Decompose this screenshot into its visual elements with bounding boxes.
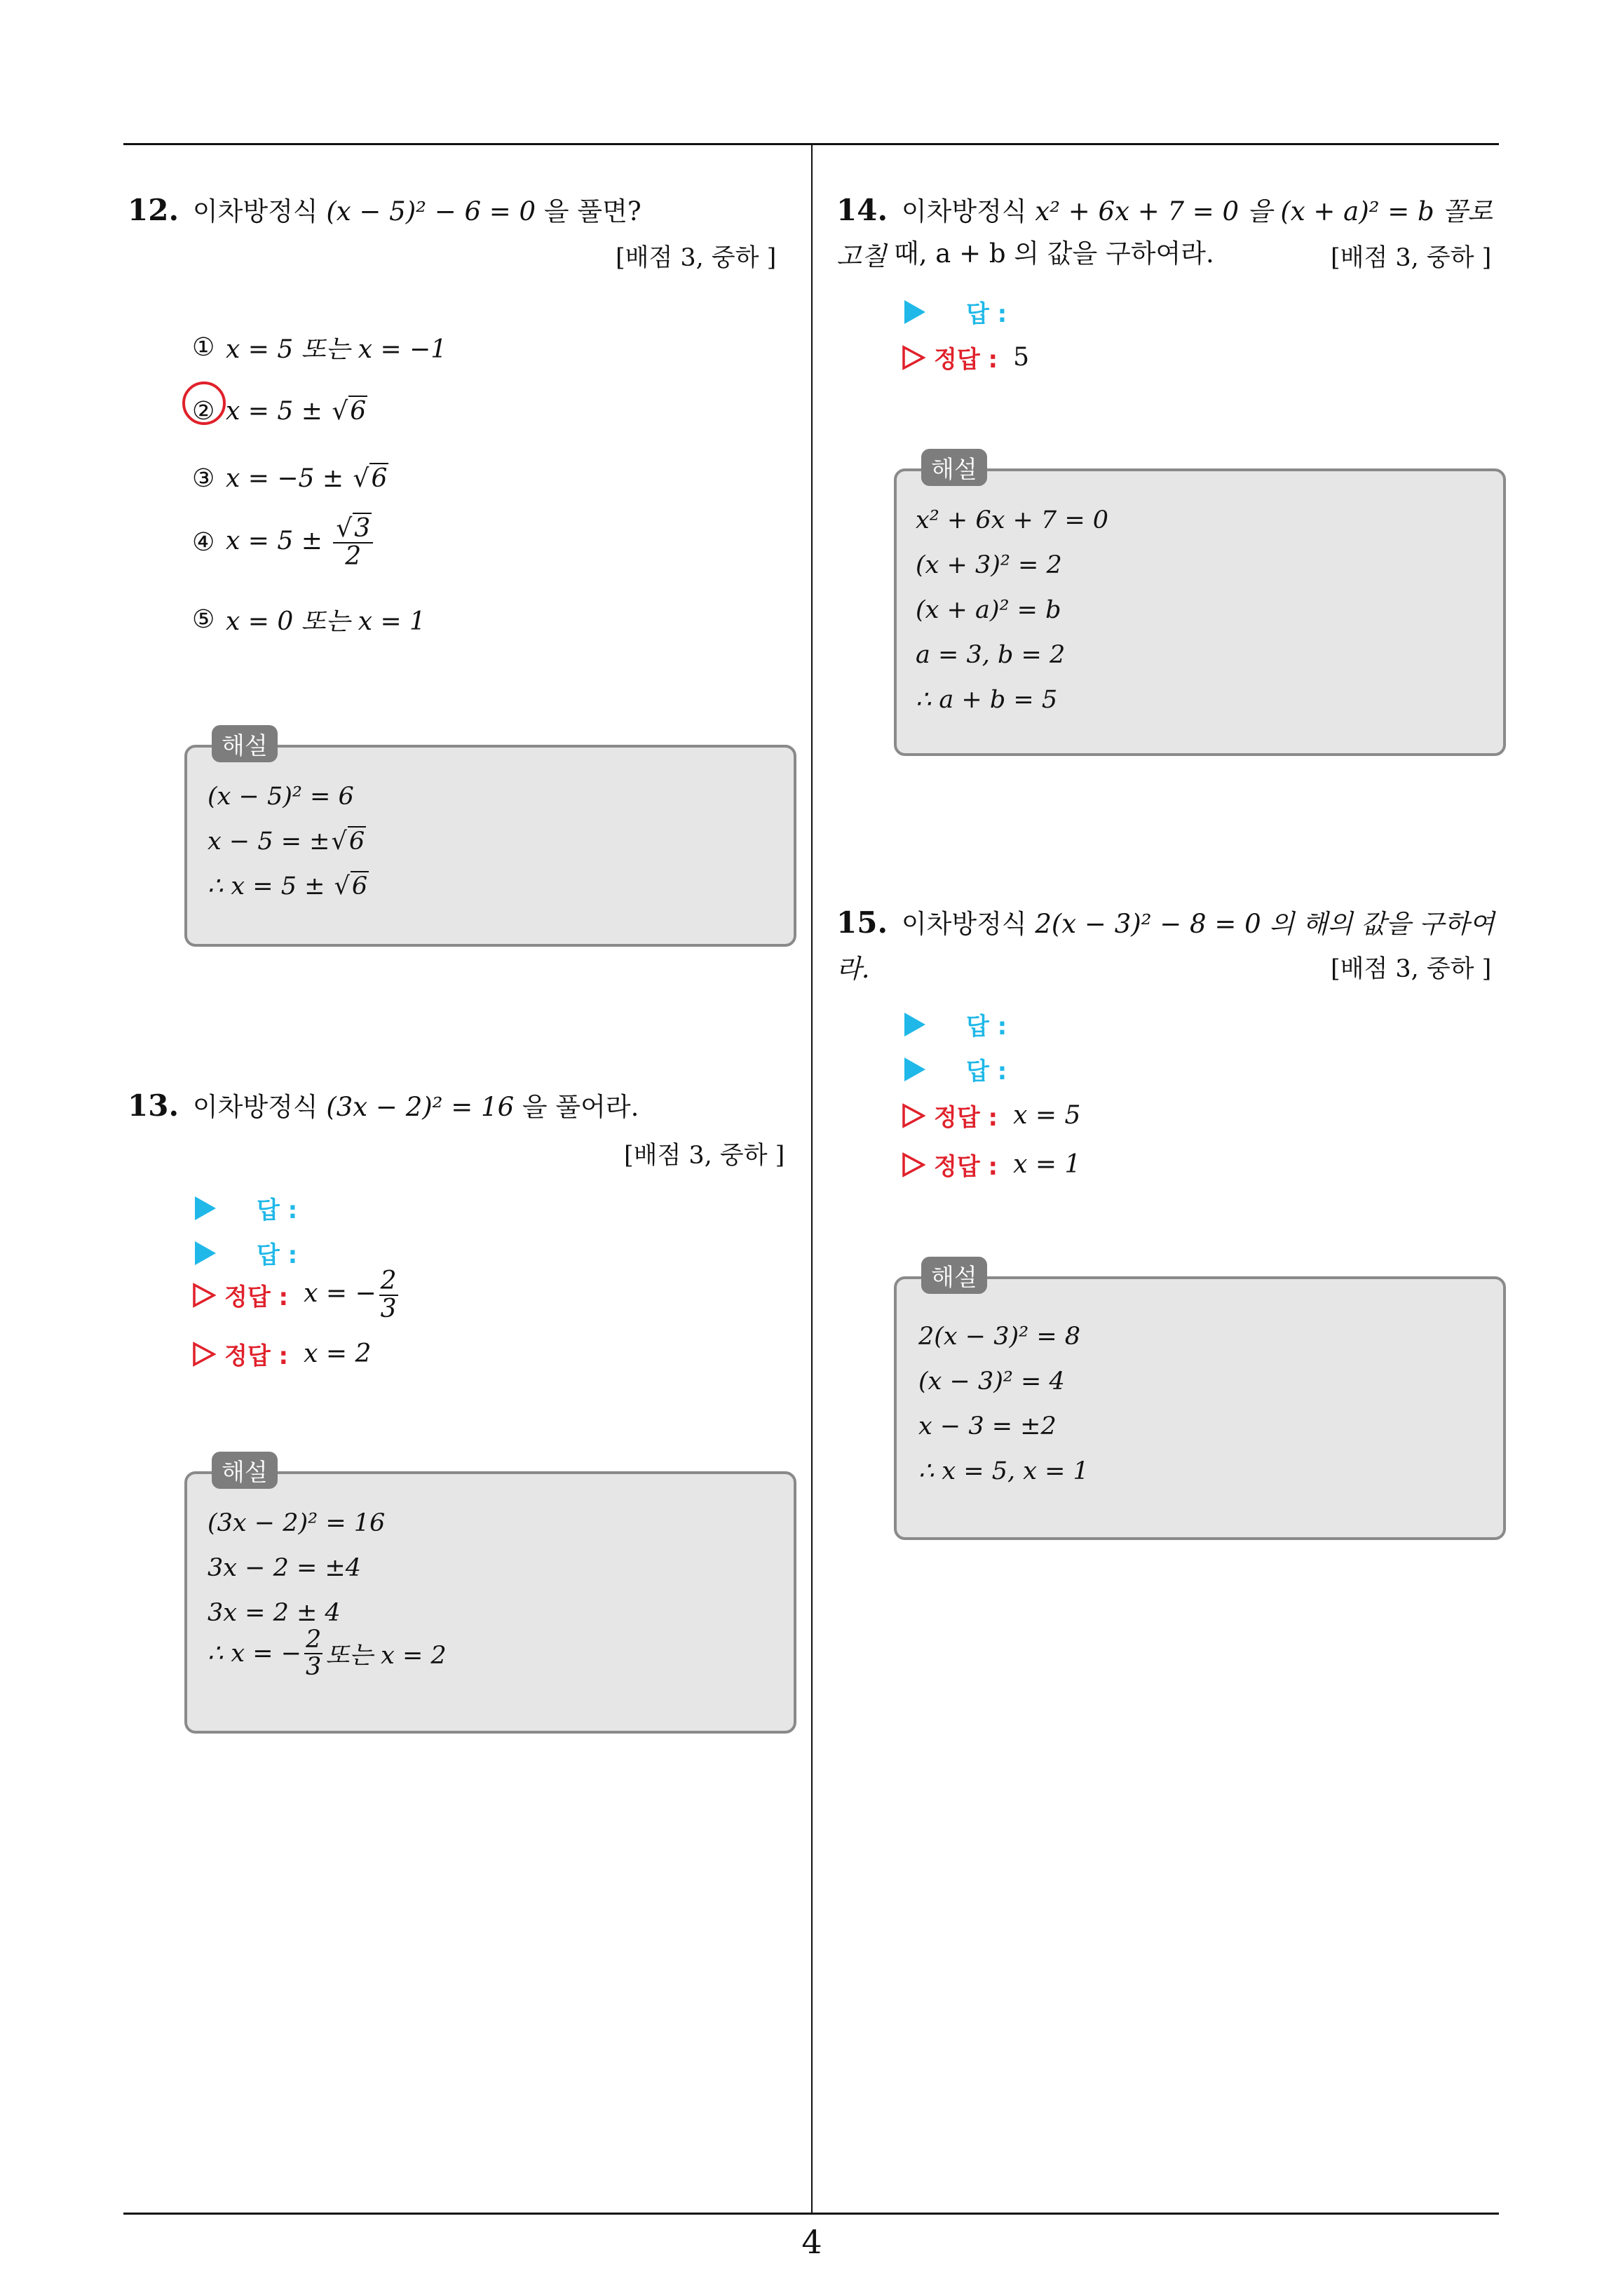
question-meta: [배점 3, 중하 ] [1331,955,1492,983]
play-icon [904,300,925,324]
solution-line: 3x − 2 = ±4 [208,1554,362,1582]
answer-row-2[interactable] [904,1052,1007,1086]
answer-label: 답 : [966,300,1007,328]
play-icon [195,1196,216,1220]
question-stem: 이차방정식 [192,1092,318,1122]
solution-line: ∴ x = − $\frac{2}{3}$ 또는 x = 2 [208,1626,447,1681]
correct-label: 정답 : [224,1342,289,1370]
solution-line: x² + 6x + 7 = 0 [916,506,1109,534]
solution-line: (x − 5)² = 6 [208,783,354,811]
choice-3[interactable] [192,464,388,493]
answer-row-1[interactable] [904,295,1007,329]
correct-value: x = 5 [1013,1101,1081,1130]
choice-mark: ⑤ [192,605,215,634]
solution-line: (x + a)² = b [916,596,1061,624]
outline-triangle-icon [902,345,925,370]
question-14-line2: 때, a + b 의 값을 구하여라. [894,238,1214,269]
answer-row-1[interactable] [195,1191,297,1225]
correct-value: x = 2 [304,1339,372,1368]
solution-line: (x − 3)² = 4 [918,1368,1065,1396]
choice-text: x = 5 ± √6 [226,397,367,426]
outline-triangle-icon [902,1152,925,1177]
correct-label: 정답 : [224,1283,289,1312]
solution-label: 해설 [921,1257,987,1294]
choice-text: x = 5 또는 x = −1 [226,335,447,364]
choice-4[interactable] [192,515,376,570]
correct-row-1 [192,1268,401,1323]
question-stem: 이차방정식 [901,196,1027,227]
solution-line: ∴ a + b = 5 [916,686,1058,714]
answer-row-1[interactable] [904,1007,1007,1041]
outline-triangle-icon [192,1283,216,1308]
solution-line: 2(x − 3)² = 8 [918,1323,1081,1351]
play-icon [195,1241,216,1265]
question-12 [128,188,641,234]
question-meta: [배점 3, 중하 ] [1331,244,1492,272]
question-number: 13. [128,1088,179,1123]
question-number: 12. [128,193,179,227]
page-number: 4 [801,2223,822,2261]
correct-label: 정답 : [934,1153,998,1181]
question-number: 15. [836,905,888,940]
solution-line: ∴ x = 5, x = 1 [918,1457,1089,1485]
choice-5[interactable] [192,602,426,637]
solution-line: (3x − 2)² = 16 [208,1509,386,1537]
solution-line: 3x = 2 ± 4 [208,1599,341,1627]
question-13 [128,1083,639,1130]
choice-1[interactable] [192,330,447,365]
question-meta: [배점 3, 중하 ] [624,1142,785,1170]
choice-text: x = 5 ± $\frac{√3}{2}$ [226,515,376,570]
choice-mark: ③ [192,464,215,493]
choice-text: x = −5 ± √6 [226,464,388,493]
selected-circle-icon [182,381,226,425]
question-equation: 2(x − 3)² − 8 = 0 의 해의 값을 구하여라. [836,909,1495,984]
footer-rule [123,2213,1499,2215]
solution-line: a = 3, b = 2 [916,641,1066,669]
answer-label: 답 : [966,1058,1007,1086]
choice-text: x = 0 또는 x = 1 [226,607,426,636]
choice-2[interactable] [192,397,367,426]
question-equation: (3x − 2)² = 16 [326,1092,515,1122]
correct-row-1 [902,1098,1080,1133]
correct-row-1 [902,340,1029,374]
correct-value: x = 1 [1013,1150,1081,1179]
choice-mark: ① [192,333,215,362]
solution-label: 해설 [921,449,987,486]
solution-line: x − 3 = ±2 [918,1412,1057,1440]
correct-value: 5 [1013,343,1030,372]
choice-mark: ④ [192,528,215,558]
play-icon [904,1058,925,1081]
correct-label: 정답 : [934,346,998,374]
correct-label: 정답 : [934,1104,998,1132]
solution-label: 해설 [212,725,278,762]
solution-line: (x + 3)² = 2 [916,551,1062,579]
question-equation: x² + 6x + 7 = 0 을 (x + a)² = b 꼴로 고칠 [836,196,1493,271]
solution-line: x − 5 = ±√6 [208,828,365,856]
question-meta: [배점 3, 중하 ] [616,244,777,272]
answer-label: 답 : [257,1196,298,1224]
question-tail: 을 풀어라. [522,1092,639,1122]
answer-label: 답 : [966,1013,1007,1041]
solution-box-15 [894,1276,1506,1540]
correct-row-2 [902,1147,1080,1182]
question-number: 14. [836,193,888,227]
column-divider [811,144,813,2213]
play-icon [904,1013,925,1036]
outline-triangle-icon [902,1103,925,1128]
question-tail: 을 풀면? [543,196,641,227]
answer-row-2[interactable] [195,1236,297,1270]
outline-triangle-icon [192,1342,216,1367]
solution-line: ∴ x = 5 ± √6 [208,872,368,900]
question-equation: (x − 5)² − 6 = 0 [326,196,536,227]
answer-label: 답 : [257,1241,298,1269]
choice-mark: ② [192,397,226,426]
correct-row-2 [192,1337,371,1371]
solution-label: 해설 [212,1452,278,1489]
question-stem: 이차방정식 [901,909,1027,939]
question-stem: 이차방정식 [192,196,318,227]
correct-value: x = − $\frac{2}{3}$ [304,1267,397,1323]
